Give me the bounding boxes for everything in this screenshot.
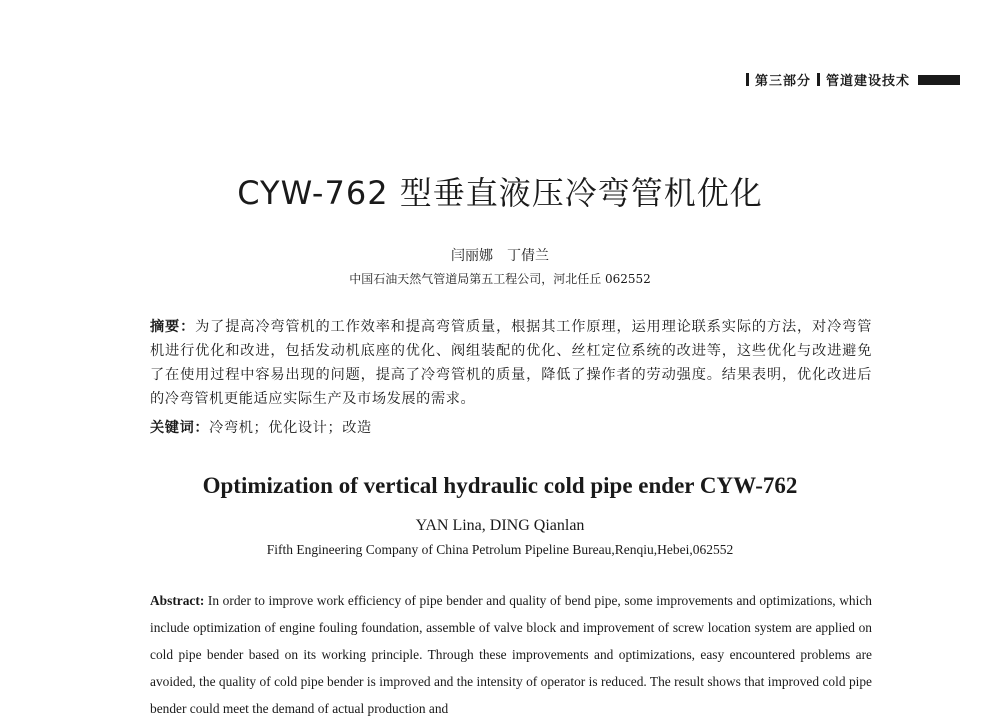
header-divider-middle	[817, 73, 820, 86]
chinese-abstract-text: 为了提高冷弯管机的工作效率和提高弯管质量，根据其工作原理，运用理论联系实际的方法，对冷弯管机进行优化和改进，包括发动机底座的优化、阀组装配的优化、丝杠定位系统的改进等，这些优化与改进避免了在使用过程中容易出现的问题，提高了冷弯管机的质量，降低了操作者的劳动强度。结果表明，优化改进后的冷弯管机更能适应实际生产及市场发展的需求。	[150, 319, 872, 407]
section-header	[746, 70, 960, 89]
header-divider-left	[746, 73, 749, 86]
chinese-abstract	[150, 315, 872, 411]
english-title: Optimization of vertical hydraulic cold pipe ender CYW-762	[202, 473, 798, 498]
english-abstract-label: Abstract:	[150, 593, 205, 608]
chinese-affiliation: 中国石油天然气管道局第五工程公司，河北任丘 062552	[349, 272, 651, 286]
chinese-keywords-label: 关键词：	[150, 420, 210, 436]
chinese-keywords-text: 冷弯机；优化设计；改造	[209, 420, 372, 436]
chinese-authors: 闫丽娜 丁倩兰	[451, 248, 549, 264]
chinese-abstract-label: 摘要：	[150, 319, 196, 335]
header-black-block	[918, 75, 960, 85]
header-section-label: 第三部分	[754, 74, 811, 89]
chinese-title: CYW-762 型垂直液压冷弯管机优化	[237, 174, 763, 212]
english-affiliation: Fifth Engineering Company of China Petrolum Pipeline Bureau,Renqiu,Hebei,062552	[266, 542, 734, 557]
chinese-keywords	[150, 416, 872, 440]
header-topic-label: 管道建设技术	[825, 74, 910, 89]
english-abstract-text: In order to improve work efficiency of pipe bender and quality of bend pipe, some improvements and optimizations, which include optimization of engine fouling foundation, assemble of valve block and improvement of screw location system are applied on cold pipe bender based on its working principle. Through these improvements and optimizations, easy encountered problems are avoided, the quality of cold pipe bender is improved and the intensity of operator is reduced. The result shows that improved cold pipe bender could meet the demand of actual production and	[150, 593, 872, 716]
english-abstract	[150, 587, 872, 722]
english-authors: YAN Lina, DING Qianlan	[415, 517, 585, 534]
